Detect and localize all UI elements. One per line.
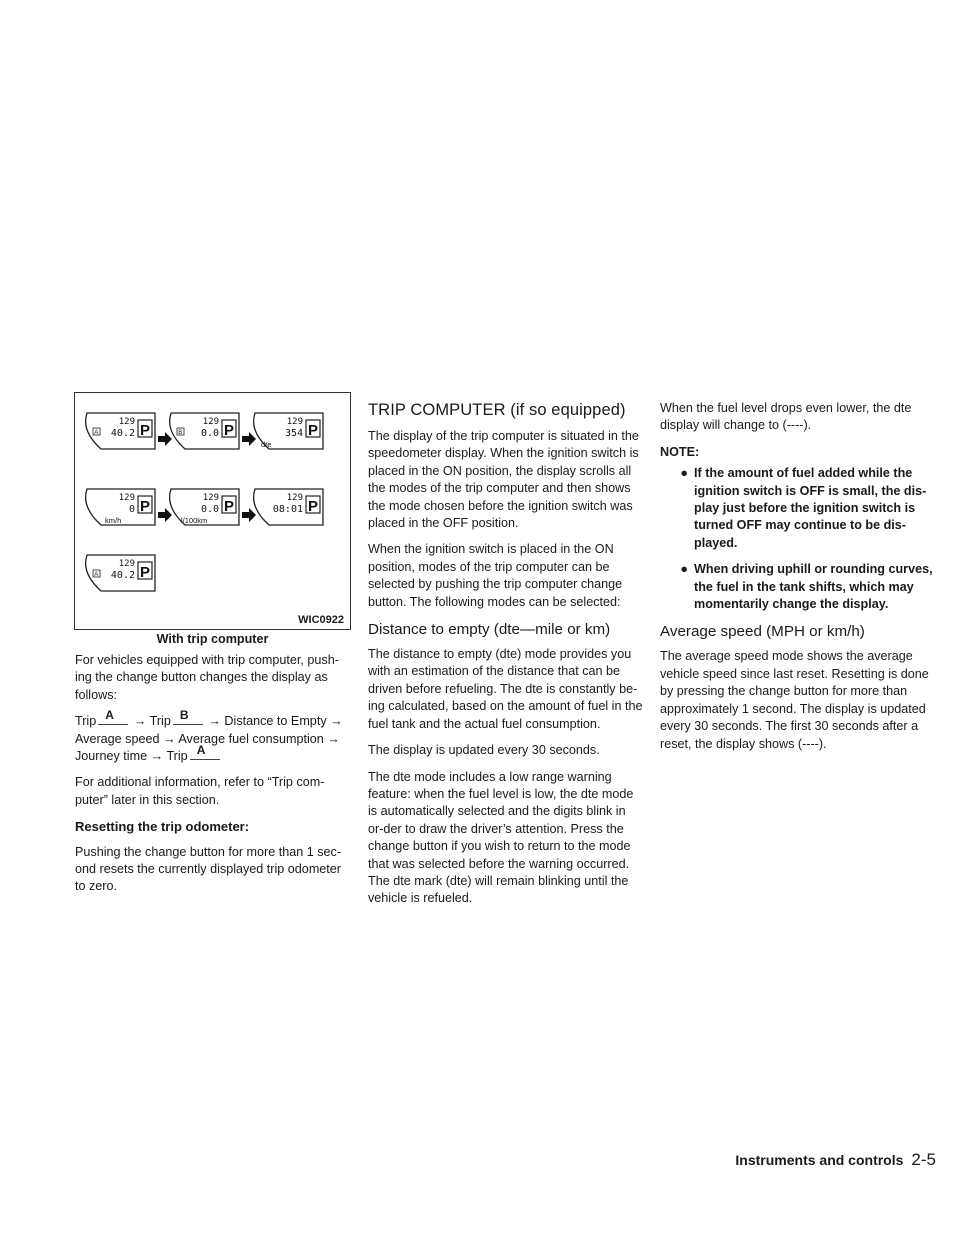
trip-mark: B [178, 430, 183, 436]
trip-b-symbol: B [173, 710, 203, 725]
gear-indicator: P [308, 422, 319, 439]
bullet-icon: ● [680, 562, 688, 577]
note-label: NOTE: [660, 444, 700, 459]
column-left [75, 652, 353, 905]
gear-indicator: P [308, 498, 319, 515]
gear-indicator: P [224, 422, 235, 439]
gear-indicator: P [140, 564, 151, 581]
display-line2: 0.0 [200, 504, 219, 515]
seq-text: → Distance to Empty → [208, 714, 343, 729]
display-line1: 129 [118, 493, 135, 503]
column-middle [368, 400, 644, 917]
bullet-text: When driving uphill or rounding curves, the fuel in the tank shifts, which may momentarily change the display. [694, 562, 933, 612]
seq-text: Average speed → Average fuel consumption → [75, 731, 340, 746]
trip-a-symbol: A [190, 745, 220, 760]
trip-a-symbol: A [98, 710, 128, 725]
display-line2: 40.2 [110, 428, 135, 439]
display-unit: l/100km [181, 516, 208, 525]
gear-indicator: P [140, 498, 151, 515]
figure-caption: With trip computer [156, 632, 269, 646]
display-line1: 129 [286, 417, 303, 427]
paragraph: For additional information, refer to “Trip com-puter” later in this section. [75, 775, 325, 807]
subsection-title: Distance to empty (dte—mile or km) [368, 621, 611, 639]
bullet-text: If the amount of fuel added while the ignition switch is OFF is small, the dis-play just before the ignition switch is turned OFF may continue to be dis-played. [694, 466, 927, 550]
seq-text: → Trip [133, 714, 171, 729]
display-line2: 08:01 [272, 504, 303, 515]
display-line2: 354 [284, 428, 303, 439]
bullet-icon: ● [680, 466, 688, 481]
seq-text: Trip [75, 714, 97, 729]
page-footer [735, 1150, 936, 1170]
arrow-icon [242, 508, 256, 522]
paragraph: The average speed mode shows the average vehicle speed since last reset. Resetting is done by pressing the change button for more than approximately 1 second. The display is updated every 30 seconds. The first 30 seconds after a reset, the display shows (----). [660, 649, 929, 751]
gear-indicator: P [224, 498, 235, 515]
display-line1: 129 [202, 417, 219, 427]
column-right [660, 400, 936, 762]
section-name: Instruments and controls [735, 1152, 904, 1168]
paragraph: The display of the trip computer is situated in the speedometer display. When the ignition switch is placed in the ON position, the display scrolls all the modes of the trip computer and then shows the mode chosen before the ignition switch was placed in the OFF position. [368, 429, 639, 531]
arrow-icon [242, 432, 256, 446]
trip-computer-figure [74, 392, 351, 630]
note-bullet [660, 561, 936, 613]
seq-text: Journey time → Trip [75, 749, 188, 764]
paragraph: The dte mode includes a low range warning feature: when the fuel level is low, the dte mode is automatically selected and the digits blink in or-der to draw the driver’s attention. Press the change button if you wish to return to the mode that was selected before the warning occurred. The dte mark (dte) will remain blinking until the vehicle is refueled. [368, 769, 634, 906]
section-title: TRIP COMPUTER (if so equipped) [368, 401, 626, 419]
gear-indicator: P [140, 422, 151, 439]
page-number: 2-5 [911, 1150, 936, 1169]
arrow-icon [158, 432, 172, 446]
display-unit: dte [261, 440, 272, 449]
paragraph: When the fuel level drops even lower, the dte display will change to (----). [660, 401, 912, 433]
subsection-title: Average speed (MPH or km/h) [660, 623, 865, 641]
display-sequence [75, 708, 353, 765]
display-line1: 129 [118, 417, 135, 427]
display-line1: 129 [202, 493, 219, 503]
display-unit: km/h [105, 516, 122, 525]
paragraph: The distance to empty (dte) mode provides you with an estimation of the distance that can be driven before refueling. The dte is constantly be-ing calculated, based on the amount of fuel in the fuel tank and the actual fuel consumption. [368, 647, 643, 731]
paragraph: When the ignition switch is placed in the ON position, modes of the trip computer can be selected by pushing the trip computer change button. The following modes can be selected: [368, 542, 623, 609]
arrow-icon [158, 508, 172, 522]
display-line2: 0 [128, 504, 135, 515]
trip-mark: A [94, 430, 99, 436]
paragraph: For vehicles equipped with trip computer, push-ing the change button changes the display as follows: [75, 653, 339, 702]
display-line1: 129 [286, 493, 303, 503]
display-line1: 129 [118, 559, 135, 569]
subheading: Resetting the trip odometer: [75, 819, 250, 835]
figure-id: WIC0922 [298, 614, 344, 626]
paragraph: The display is updated every 30 seconds. [368, 743, 600, 758]
trip-computer-diagram [75, 393, 352, 631]
paragraph: Pushing the change button for more than 1 sec-ond resets the currently displayed trip odometer to zero. [75, 844, 342, 894]
trip-mark: A [94, 572, 99, 578]
note-bullet [660, 465, 936, 552]
display-line2: 40.2 [110, 570, 135, 581]
display-line2: 0.0 [200, 428, 219, 439]
